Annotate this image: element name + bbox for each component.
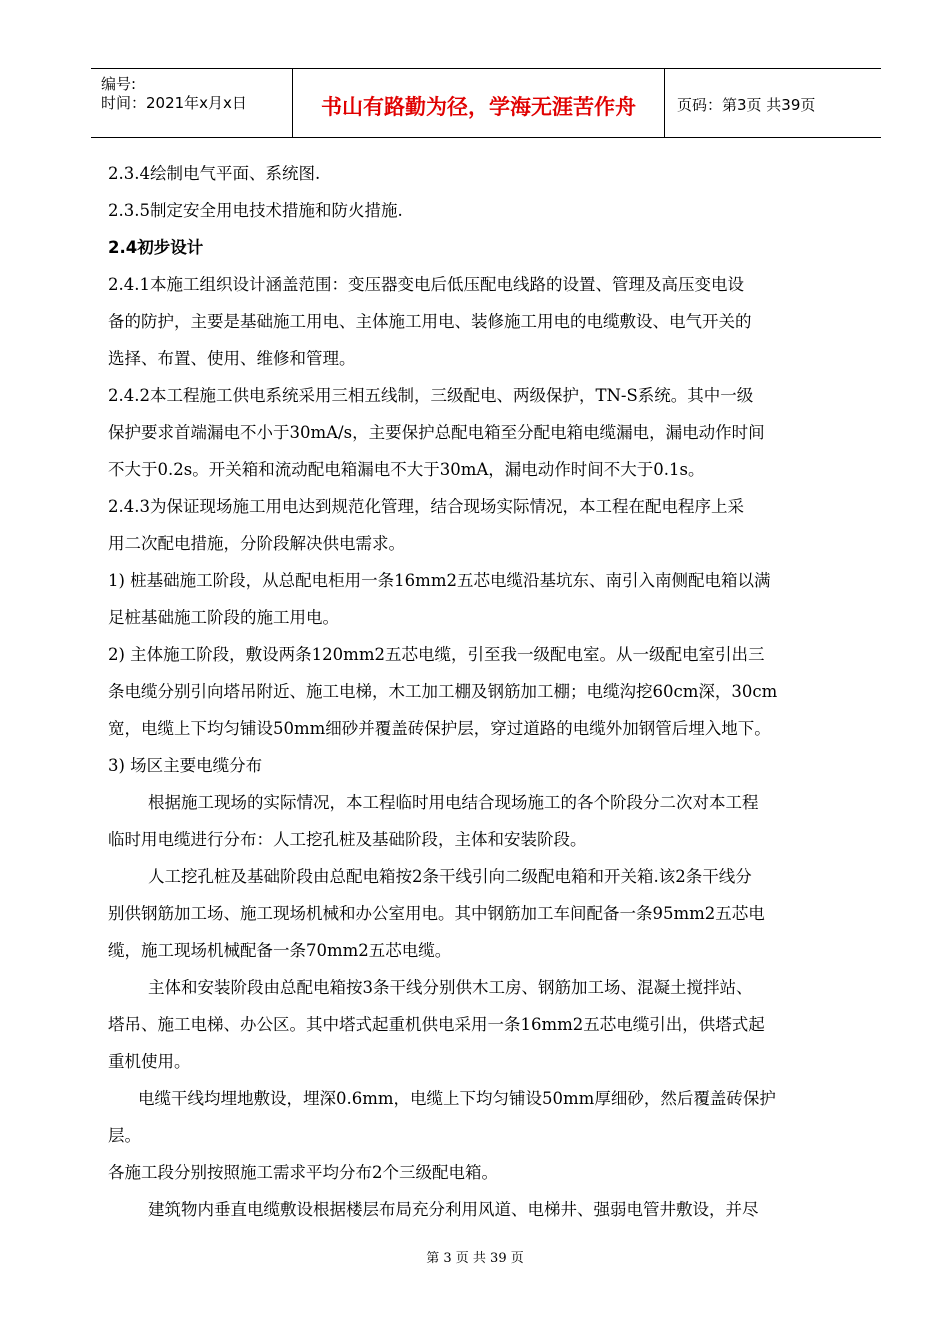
- body-line: 选择、布置、使用、维修和管理。: [108, 349, 356, 368]
- header-motto: 书山有路勤为径，学海无涯苦作舟: [321, 95, 636, 119]
- body-line: 别供钢筋加工场、施工现场机械和办公室用电。其中钢筋加工车间配备一条95mm2五芯电: [108, 904, 765, 923]
- body-line: 根据施工现场的实际情况，本工程临时用电结合现场施工的各个阶段分二次对本工程: [148, 793, 759, 812]
- number-label: 编号:: [101, 75, 137, 93]
- body-line: 重机使用。: [108, 1052, 191, 1071]
- body-line: 塔吊、施工电梯、办公区。其中塔式起重机供电采用一条16mm2五芯电缆引出，供塔式起: [108, 1015, 765, 1034]
- body-line: 2.4.2本工程施工供电系统采用三相五线制，三级配电、两级保护，TN-S系统。其中一级: [108, 386, 754, 405]
- body-line: 电缆干线均埋地敷设，埋深0.6mm，电缆上下均匀铺设50mm厚细砂，然后覆盖砖保护: [138, 1089, 776, 1108]
- body-line: 不大于0.2s。开关箱和流动配电箱漏电不大于30mA，漏电动作时间不大于0.1s。: [108, 460, 705, 479]
- body-line: 建筑物内垂直电缆敷设根据楼层布局充分利用风道、电梯井、强弱电管井敷设，并尽: [148, 1200, 759, 1219]
- body-line: 3) 场区主要电缆分布: [108, 756, 263, 775]
- body-line: 备的防护，主要是基础施工用电、主体施工用电、装修施工用电的电缆敷设、电气开关的: [108, 312, 752, 331]
- page-header: [91, 68, 881, 138]
- body-line-2-3-5: 2.3.5制定安全用电技术措施和防火措施.: [108, 201, 403, 220]
- body-line: 缆，施工现场机械配备一条70mm2五芯电缆。: [108, 941, 452, 960]
- body-line: 2) 主体施工阶段，敷设两条120mm2五芯电缆，引至我一级配电室。从一级配电室引出三: [108, 645, 765, 664]
- body-line-2-3-4: 2.3.4绘制电气平面、系统图.: [108, 164, 321, 183]
- body-line: 各施工段分别按照施工需求平均分布2个三级配电箱。: [108, 1163, 498, 1182]
- body-line: 宽，电缆上下均匀铺设50mm细砂并覆盖砖保护层，穿过道路的电缆外加钢管后埋入地下。: [108, 719, 771, 738]
- body-line: 人工挖孔桩及基础阶段由总配电箱按2条干线引向二级配电箱和开关箱.该2条干线分: [148, 867, 752, 886]
- body-line: 层。: [108, 1126, 141, 1145]
- header-left-cell: [91, 69, 293, 137]
- page-footer: 第 3 页 共 39 页: [426, 1251, 524, 1266]
- body-line: 主体和安装阶段由总配电箱按3条干线分别供木工房、钢筋加工场、混凝土搅拌站、: [148, 978, 753, 997]
- document-body: [108, 155, 868, 1228]
- body-line: 临时用电缆进行分布：人工挖孔桩及基础阶段，主体和安装阶段。: [108, 830, 587, 849]
- body-line: 保护要求首端漏电不小于30mA/s，主要保护总配电箱至分配电箱电缆漏电，漏电动作时间: [108, 423, 765, 442]
- header-middle-cell: [293, 69, 665, 137]
- body-line: 1) 桩基础施工阶段，从总配电柜用一条16mm2五芯电缆沿基坑东、南引入南侧配电箱以满: [108, 571, 771, 590]
- body-line: 2.4.3为保证现场施工用电达到规范化管理，结合现场实际情况，本工程在配电程序上采: [108, 497, 744, 516]
- section-heading-2-4: 2.4初步设计: [108, 238, 204, 257]
- body-line: 2.4.1本施工组织设计涵盖范围：变压器变电后低压配电线路的设置、管理及高压变电设: [108, 275, 744, 294]
- page-number-label: 页码：第3页 共39页: [677, 96, 816, 114]
- body-line: 足桩基础施工阶段的施工用电。: [108, 608, 339, 627]
- header-right-cell: [665, 69, 881, 137]
- body-line: 条电缆分别引向塔吊附近、施工电梯，木工加工棚及钢筋加工棚；电缆沟挖60cm深，30cm: [108, 682, 778, 701]
- body-line: 用二次配电措施，分阶段解决供电需求。: [108, 534, 405, 553]
- time-label: 时间：2021年x月x日: [101, 94, 247, 112]
